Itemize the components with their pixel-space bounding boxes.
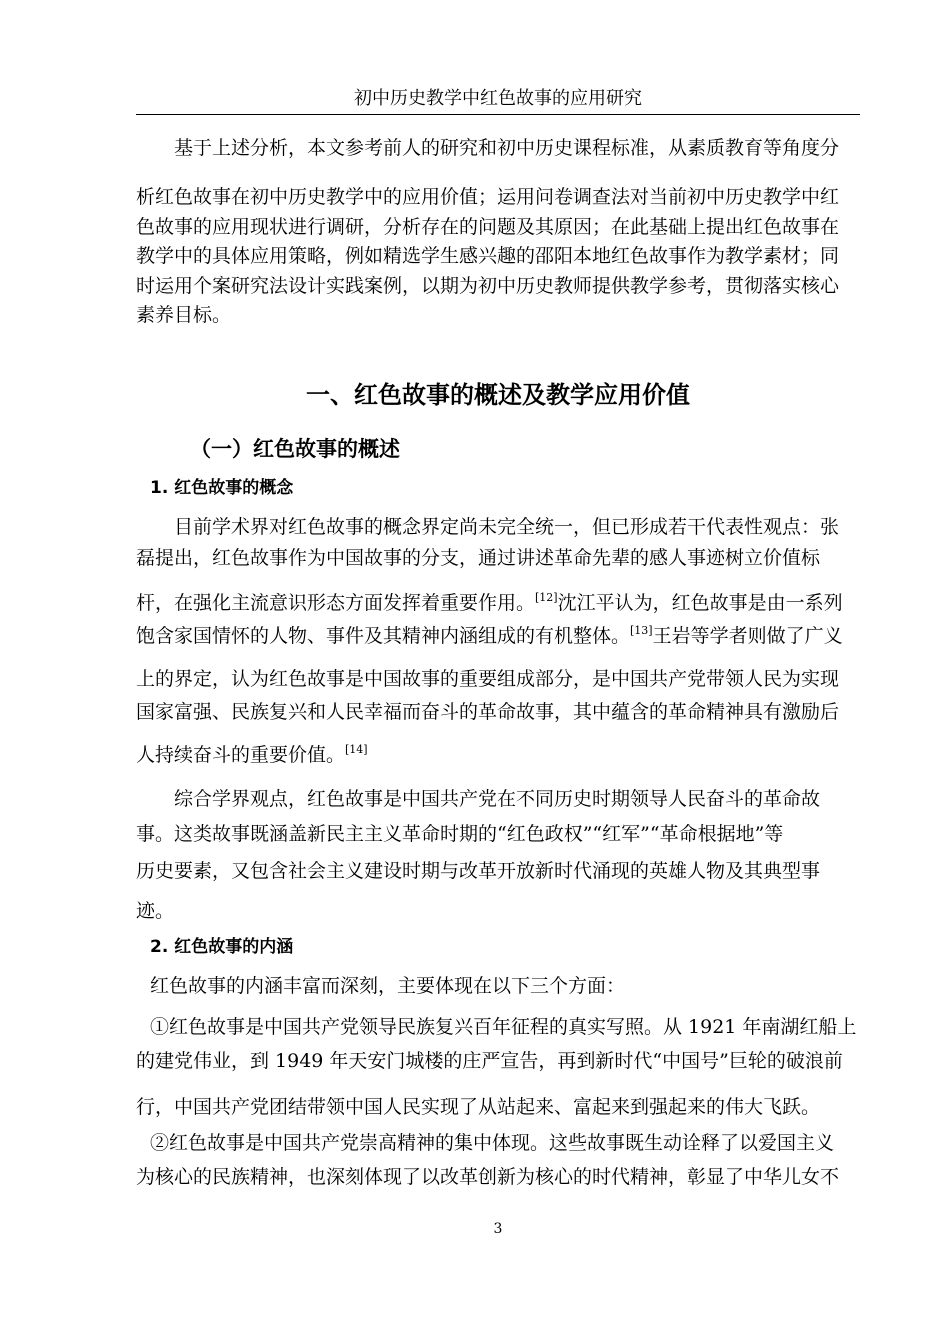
point-1-line-1: ①红色故事是中国共产党领导民族复兴百年征程的真实写照。从 1921 年南湖红船上 xyxy=(150,1016,857,1038)
point-1-line-3: 行，中国共产党团结带领中国人民实现了从站起来、富起来到强起来的伟大飞跃。 xyxy=(136,1096,821,1118)
summary-line-1: 综合学界观点，红色故事是中国共产党在不同历史时期领导人民奋斗的革命故 xyxy=(174,788,821,810)
intro-line-6: 素养目标。 xyxy=(136,304,232,326)
connotation-intro: 红色故事的内涵丰富而深刻，主要体现在以下三个方面： xyxy=(150,975,626,997)
page-number: 3 xyxy=(493,1221,503,1237)
point-1-line-2: 的建党伟业，到 1949 年天安门城楼的庄严宣告，再到新时代“中国号”巨轮的破浪前 xyxy=(136,1050,843,1072)
point-2-line-1: ②红色故事是中国共产党崇高精神的集中体现。这些故事既生动诠释了以爱国主义 xyxy=(150,1132,835,1154)
concept-line-4 xyxy=(136,622,843,650)
point-2-line-2: 为核心的民族精神，也深刻体现了以改革创新为核心的时代精神，彰显了中华儿女不 xyxy=(136,1166,840,1188)
citation-14: [14] xyxy=(345,743,368,756)
concept-line-6: 国家富强、民族复兴和人民幸福而奋斗的革命故事，其中蕴含的革命精神具有激励后 xyxy=(136,701,840,723)
concept-text: 王岩等学者则做了广义 xyxy=(652,625,843,647)
citation-12: [12] xyxy=(535,591,558,604)
concept-line-7 xyxy=(136,741,368,769)
concept-text: 沈江平认为，红色故事是由一系列 xyxy=(557,592,843,614)
subsection-title-connotation: 2. 红色故事的内涵 xyxy=(150,937,294,957)
intro-line-4: 教学中的具体应用策略，例如精选学生感兴趣的邵阳本地红色故事作为教学素材；同 xyxy=(136,245,840,267)
summary-line-3: 历史要素，又包含社会主义建设时期与改革开放新时代涌现的英雄人物及其典型事 xyxy=(136,860,821,882)
concept-line-3 xyxy=(136,589,843,617)
chapter-title: 一、红色故事的概述及教学应用价值 xyxy=(306,381,690,409)
concept-line-1: 目前学术界对红色故事的概念界定尚未完全统一，但已形成若干代表性观点：张 xyxy=(174,516,840,538)
intro-line-1: 基于上述分析，本文参考前人的研究和初中历史课程标准，从素质教育等角度分 xyxy=(174,137,840,159)
intro-line-3: 色故事的应用现状进行调研，分析存在的问题及其原因；在此基础上提出红色故事在 xyxy=(136,216,840,238)
summary-line-2: 事。这类故事既涵盖新民主主义革命时期的“红色政权”“红军”“革命根据地”等 xyxy=(136,823,784,845)
concept-text: 人持续奋斗的重要价值。 xyxy=(136,744,346,766)
concept-text: 饱含家国情怀的人物、事件及其精神内涵组成的有机整体。 xyxy=(136,625,631,647)
section-title: （一）红色故事的概述 xyxy=(190,437,400,461)
intro-line-5: 时运用个案研究法设计实践案例，以期为初中历史教师提供教学参考，贯彻落实核心 xyxy=(136,275,840,297)
intro-line-2: 析红色故事在初中历史教学中的应用价值；运用问卷调查法对当前初中历史教学中红 xyxy=(136,186,840,208)
citation-13: [13] xyxy=(630,624,653,637)
concept-line-5: 上的界定，认为红色故事是中国故事的重要组成部分，是中国共产党带领人民为实现 xyxy=(136,668,840,690)
concept-text: 杆，在强化主流意识形态方面发挥着重要作用。 xyxy=(136,592,536,614)
summary-line-4: 迹。 xyxy=(136,900,175,922)
concept-line-2: 磊提出，红色故事作为中国故事的分支，通过讲述革命先辈的感人事迹树立价值标 xyxy=(136,547,821,569)
header-divider xyxy=(136,114,860,115)
subsection-title-concept: 1. 红色故事的概念 xyxy=(150,478,294,498)
running-header-title: 初中历史教学中红色故事的应用研究 xyxy=(354,88,642,109)
